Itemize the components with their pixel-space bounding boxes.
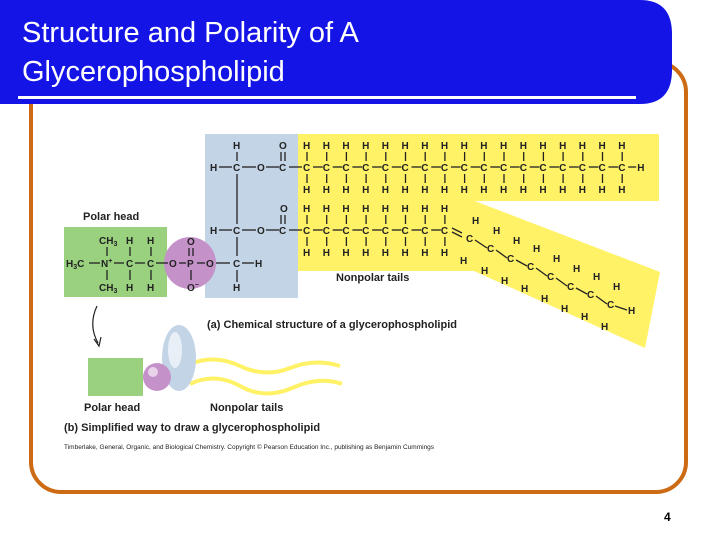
svg-text:C: C: [362, 226, 370, 237]
svg-text:H: H: [401, 204, 409, 215]
svg-text:H: H: [322, 248, 330, 259]
svg-text:C: C: [480, 163, 488, 174]
svg-text:O−: O−: [187, 282, 199, 294]
svg-text:H: H: [303, 204, 311, 215]
svg-text:C: C: [342, 163, 350, 174]
svg-text:H: H: [561, 304, 569, 315]
svg-text:C: C: [607, 300, 615, 311]
slide-title-line-1: Structure and Polarity of A: [22, 17, 359, 49]
svg-text:CH3: $CH_3$: [99, 236, 118, 248]
svg-text:C: C: [279, 163, 287, 174]
svg-text:H: H: [303, 141, 311, 152]
svg-text:H: H: [440, 141, 449, 152]
svg-text:H: H: [421, 248, 429, 259]
svg-text:H: H: [472, 216, 480, 227]
svg-text:C: C: [421, 226, 429, 237]
simplified-tail-2: [190, 378, 342, 393]
source-credit: Timberlake, General, Organic, and Biological Chemistry. Copyright © Pearson Education Inc., publishing as Benjamin Cummings: [64, 444, 435, 451]
svg-text:H: H: [598, 185, 606, 196]
svg-text:H: H: [362, 185, 370, 196]
svg-text:H: H: [322, 204, 330, 215]
pointer-arrow: [93, 306, 98, 343]
svg-text:H: H: [573, 264, 581, 275]
svg-text:H: H: [618, 141, 626, 152]
svg-text:H: H: [322, 141, 330, 152]
svg-text:C: C: [547, 272, 555, 283]
svg-text:C: C: [342, 226, 350, 237]
svg-text:H: H: [255, 259, 263, 270]
svg-text:C: C: [466, 234, 474, 245]
svg-text:H: H: [513, 236, 521, 247]
svg-text:C: C: [233, 163, 241, 174]
svg-text:C: C: [233, 259, 241, 270]
svg-text:H: H: [401, 248, 409, 259]
svg-text:C: C: [362, 163, 370, 174]
svg-text:C: C: [381, 226, 390, 237]
svg-text:H: H: [401, 185, 409, 196]
svg-text:C: C: [559, 163, 567, 174]
svg-text:H: H: [533, 244, 541, 255]
svg-text:H: H: [440, 185, 449, 196]
svg-text:H: H: [362, 204, 370, 215]
svg-text:H: H: [342, 185, 350, 196]
caption-a: (a) Chemical structure of a glycerophospholipid: [207, 319, 457, 331]
svg-text:C: C: [401, 226, 409, 237]
svg-text:H: H: [440, 204, 449, 215]
svg-text:H: H: [578, 141, 587, 152]
nonpolar-tails-label-b: Nonpolar tails: [210, 402, 284, 414]
svg-text:H: H: [303, 248, 311, 259]
svg-text:C: C: [440, 163, 449, 174]
svg-text:H: H: [147, 283, 155, 294]
svg-text:O: O: [257, 226, 265, 237]
caption-b: (b) Simplified way to draw a glycerophospholipid: [64, 422, 321, 434]
svg-text:O: O: [280, 204, 288, 215]
svg-text:H: H: [147, 236, 155, 247]
glycerol-backbone-region: [205, 134, 298, 298]
simplified-tail-1: [190, 359, 340, 372]
svg-text:H: H: [618, 185, 626, 196]
svg-text:C: C: [587, 290, 595, 301]
svg-text:O: O: [279, 141, 287, 152]
svg-text:H: H: [421, 141, 429, 152]
svg-text:H: H: [521, 284, 529, 295]
svg-text:C: C: [421, 163, 429, 174]
svg-text:H: H: [541, 294, 549, 305]
svg-text:H: H: [381, 185, 390, 196]
svg-text:C: C: [527, 262, 535, 273]
svg-text:C: C: [126, 259, 134, 270]
svg-text:C: C: [618, 163, 626, 174]
svg-text:C: C: [507, 254, 515, 265]
svg-text:H: H: [559, 141, 567, 152]
svg-text:H: H: [598, 141, 606, 152]
slide-title: [22, 14, 359, 92]
svg-text:H3C: $H_3C$: [66, 259, 85, 271]
svg-text:O: O: [206, 259, 214, 270]
svg-text:H: H: [553, 254, 561, 265]
svg-text:P: P: [187, 259, 194, 270]
svg-text:C: C: [519, 163, 527, 174]
svg-text:H: H: [440, 248, 449, 259]
svg-text:H: H: [559, 185, 567, 196]
svg-text:H: H: [126, 236, 134, 247]
svg-text:O: O: [187, 237, 195, 248]
svg-text:N+: N+: [101, 258, 113, 270]
svg-text:H: H: [578, 185, 587, 196]
svg-text:H: H: [593, 272, 601, 283]
svg-text:C: C: [147, 259, 155, 270]
svg-text:C: C: [598, 163, 606, 174]
svg-text:H: H: [421, 185, 429, 196]
svg-text:H: H: [126, 283, 134, 294]
svg-text:H: H: [342, 141, 350, 152]
page-number: 4: [664, 510, 671, 524]
svg-text:H: H: [362, 248, 370, 259]
svg-text:H: H: [500, 141, 508, 152]
simplified-phosphate: [143, 363, 171, 391]
svg-text:H: H: [233, 141, 241, 152]
svg-text:C: C: [322, 226, 330, 237]
svg-text:O: O: [257, 163, 265, 174]
svg-text:H: H: [342, 248, 350, 259]
svg-text:H: H: [500, 185, 508, 196]
svg-text:H: H: [480, 185, 488, 196]
svg-text:C: C: [440, 226, 449, 237]
svg-text:H: H: [501, 276, 509, 287]
polar-head-label-b: Polar head: [84, 402, 141, 414]
polar-head-label-a: Polar head: [83, 211, 140, 223]
svg-text:H: H: [210, 226, 218, 237]
svg-text:H: H: [460, 256, 468, 267]
simplified-model: [88, 325, 342, 396]
svg-text:C: C: [401, 163, 409, 174]
svg-text:H: H: [381, 204, 390, 215]
slide-title-line-2: Glycerophospholipid: [22, 56, 285, 88]
svg-text:C: C: [303, 163, 311, 174]
svg-text:O: O: [169, 259, 177, 270]
svg-text:C: C: [500, 163, 508, 174]
svg-text:H: H: [601, 322, 609, 333]
svg-text:H: H: [322, 185, 330, 196]
svg-text:H: H: [519, 141, 527, 152]
svg-text:H: H: [401, 141, 409, 152]
svg-text:H: H: [303, 185, 311, 196]
svg-text:H: H: [460, 141, 468, 152]
svg-text:H: H: [581, 312, 589, 323]
svg-text:C: C: [381, 163, 390, 174]
svg-text:H: H: [481, 266, 489, 277]
svg-text:C: C: [233, 226, 241, 237]
svg-text:H: H: [421, 204, 429, 215]
title-underline: [18, 96, 636, 99]
svg-text:H: H: [210, 163, 218, 174]
svg-text:C: C: [578, 163, 587, 174]
svg-text:H: H: [637, 163, 645, 174]
svg-text:H: H: [362, 141, 370, 152]
svg-text:H: H: [381, 248, 390, 259]
svg-text:H: H: [628, 306, 636, 317]
svg-text:C: C: [567, 282, 575, 293]
svg-text:H: H: [539, 185, 547, 196]
svg-text:C: C: [322, 163, 330, 174]
svg-text:C: C: [303, 226, 311, 237]
svg-text:H: H: [493, 226, 501, 237]
svg-text:CH3: $CH_3$: [99, 283, 118, 295]
svg-text:H: H: [519, 185, 527, 196]
nonpolar-tails-label-a: Nonpolar tails: [336, 272, 410, 284]
svg-text:H: H: [613, 282, 621, 293]
svg-text:H: H: [539, 141, 547, 152]
svg-text:H: H: [460, 185, 468, 196]
svg-text:H: H: [381, 141, 390, 152]
simplified-polar-head: [88, 358, 143, 396]
svg-text:C: C: [279, 226, 287, 237]
svg-text:C: C: [539, 163, 547, 174]
svg-text:C: C: [487, 244, 495, 255]
svg-text:H: H: [480, 141, 488, 152]
svg-text:H: H: [342, 204, 350, 215]
svg-text:C: C: [460, 163, 468, 174]
svg-text:H: H: [233, 283, 241, 294]
